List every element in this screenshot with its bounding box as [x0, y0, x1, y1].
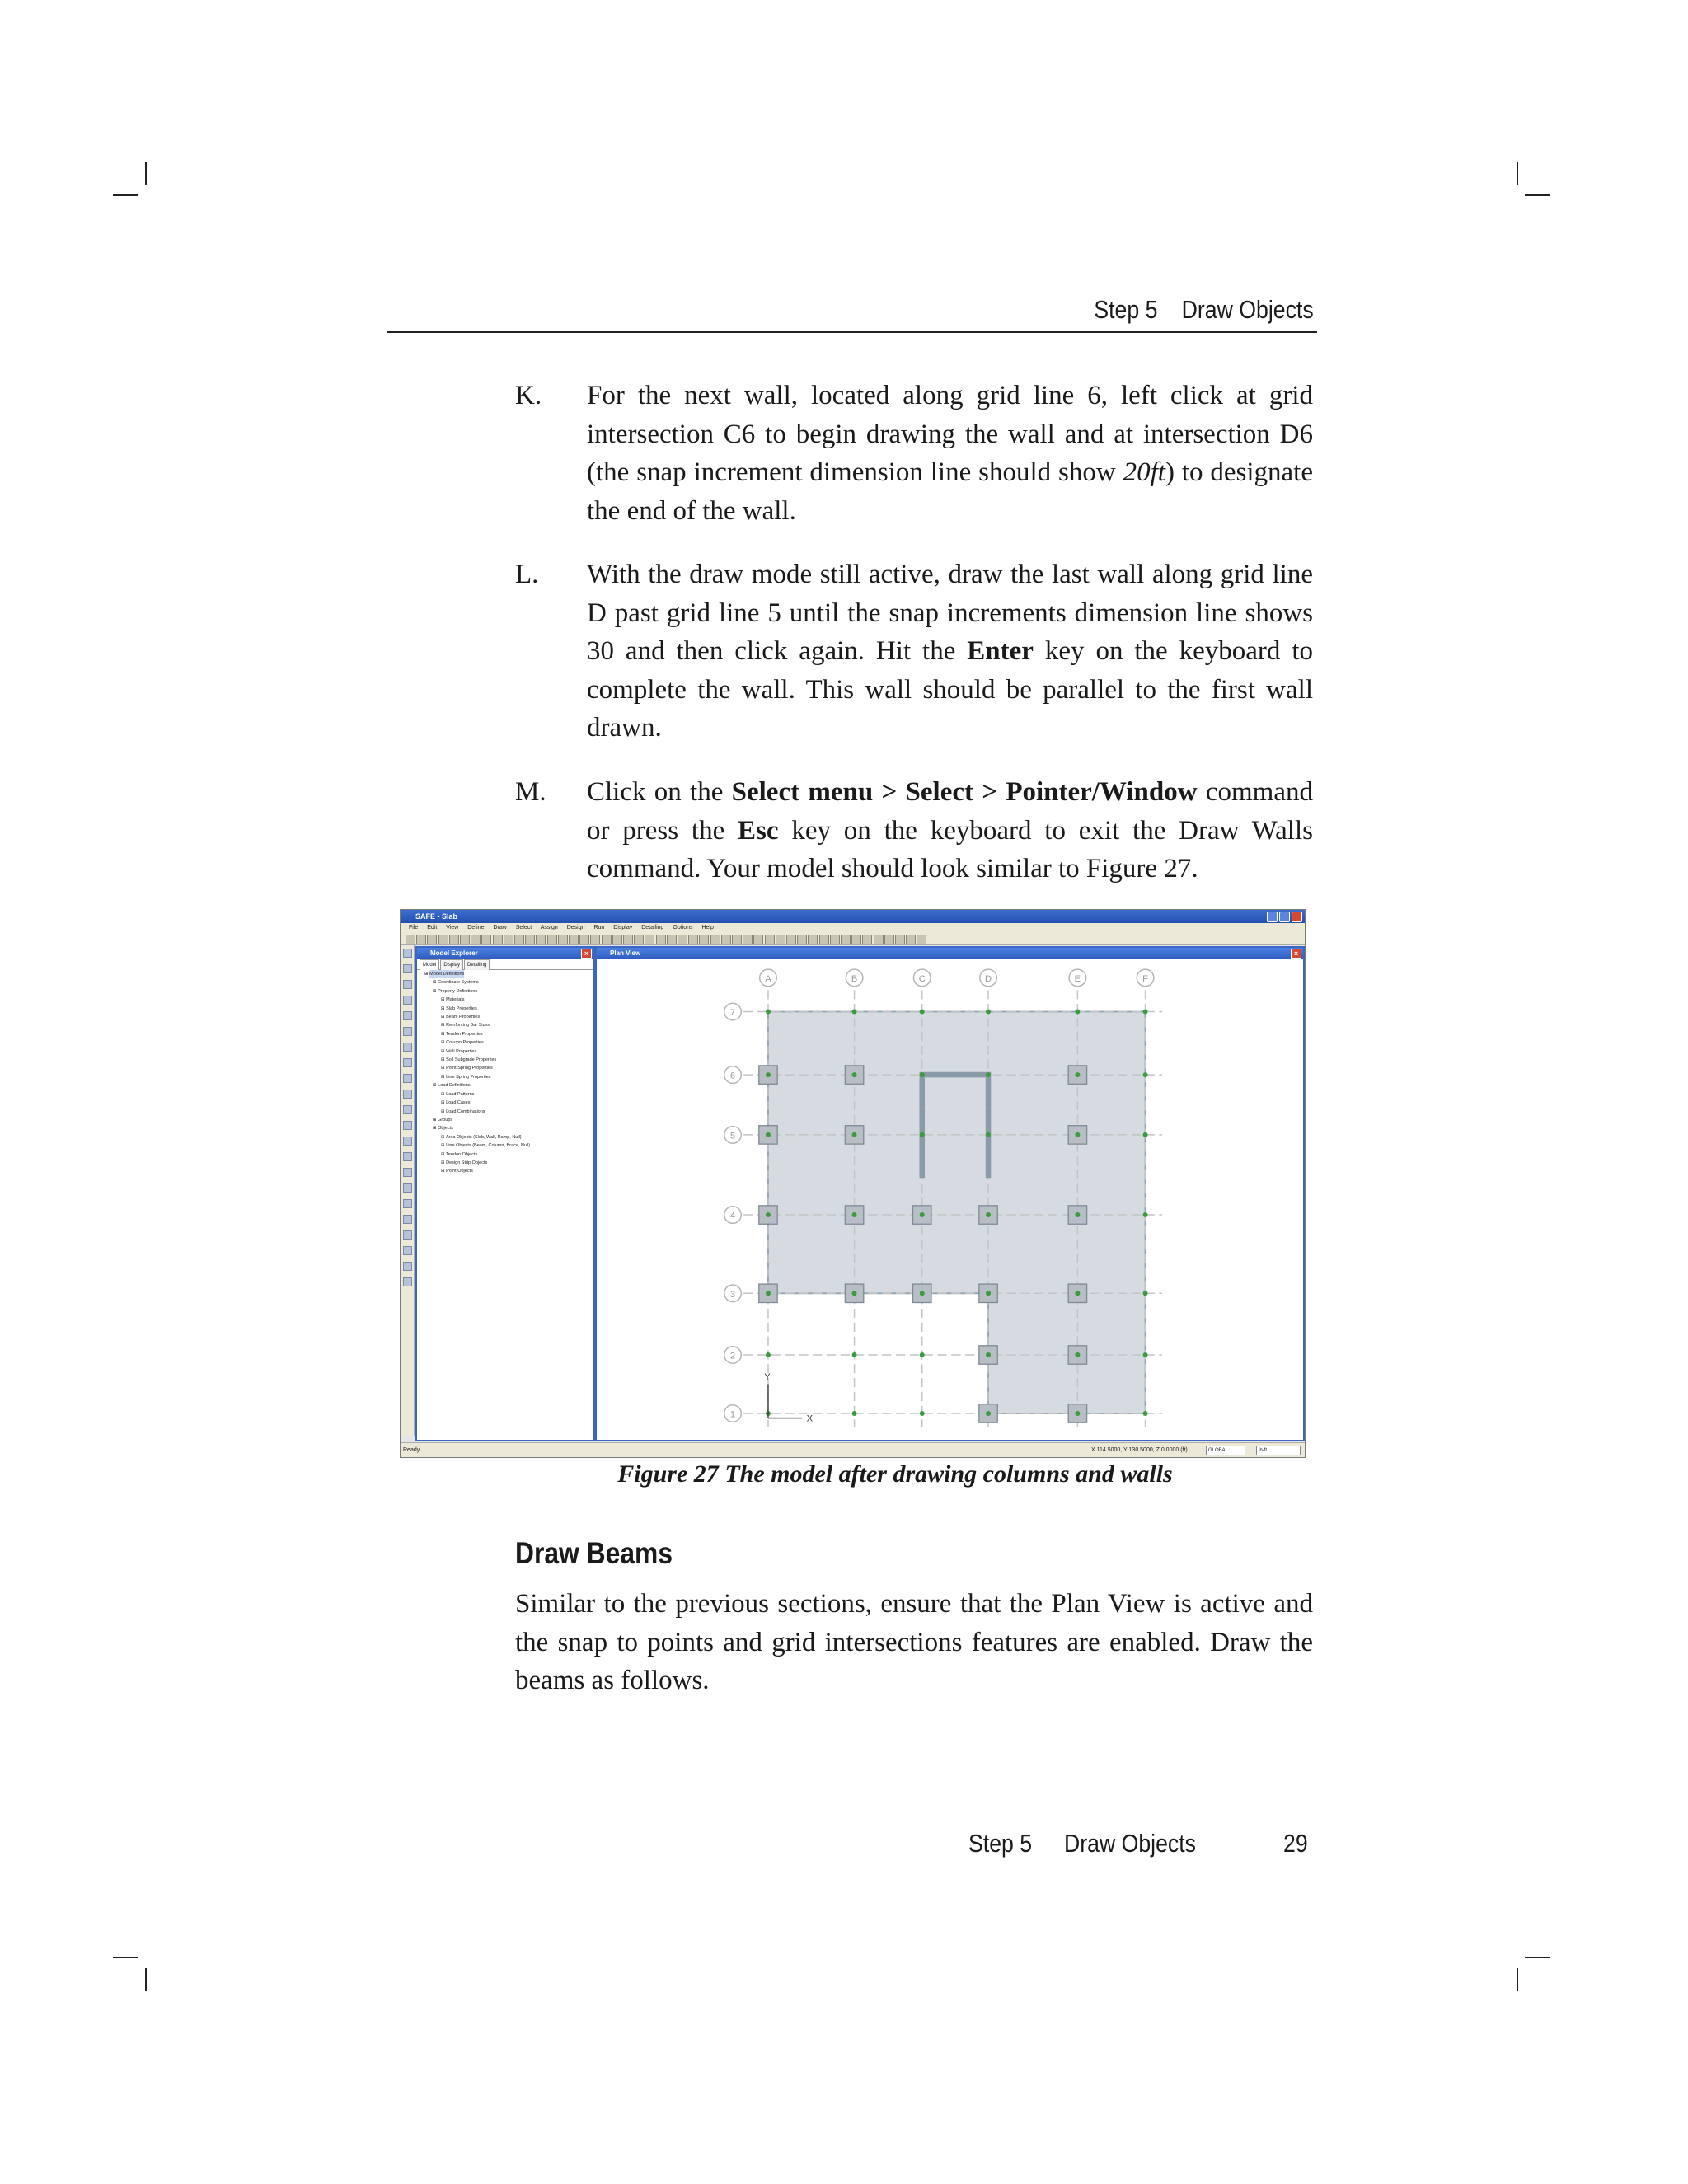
grid-label-A: A	[765, 974, 771, 985]
tab-display[interactable]: Display	[440, 959, 463, 970]
point-object	[1143, 1010, 1148, 1015]
draw-toolbar	[401, 945, 415, 1436]
grid-label-2: 2	[729, 1351, 736, 1361]
toolbar-button-icon[interactable]	[819, 935, 829, 944]
toolbar-button-icon[interactable]	[460, 935, 470, 944]
draw-tool-icon[interactable]	[403, 1027, 412, 1036]
tree-node-label: Tendon Objects	[446, 1151, 478, 1157]
toolbar-button-icon[interactable]	[841, 935, 851, 944]
point-object	[1075, 1132, 1080, 1137]
item-body	[587, 555, 1313, 748]
draw-tool-icon[interactable]	[403, 1011, 412, 1020]
expand-icon[interactable]: ⊞	[441, 1091, 447, 1097]
status-bar	[401, 1442, 1305, 1457]
caption-text: The model after drawing columns and walls	[724, 1460, 1173, 1488]
draw-tool-icon[interactable]	[403, 1230, 412, 1240]
point-object	[1075, 1411, 1080, 1416]
tree-node[interactable]	[420, 1064, 593, 1072]
text-run: command or press the	[587, 777, 1313, 846]
toolbar-button-icon[interactable]	[558, 935, 568, 944]
tree-node[interactable]	[420, 1099, 593, 1107]
point-object	[986, 1411, 991, 1416]
toolbar-button-icon[interactable]	[449, 935, 459, 944]
point-object	[1143, 1212, 1148, 1217]
crop-mark	[113, 1957, 138, 1958]
point-object	[986, 1212, 991, 1217]
tree-node[interactable]	[420, 1108, 593, 1116]
draw-tool-icon[interactable]	[403, 1168, 412, 1177]
toolbar-button-icon[interactable]	[656, 935, 666, 944]
tree-node[interactable]	[420, 1056, 593, 1064]
draw-tool-icon[interactable]	[403, 1121, 412, 1130]
grid-label-5: 5	[729, 1131, 736, 1141]
menu-options[interactable]: Options	[673, 925, 693, 930]
status-text: Ready	[403, 1447, 420, 1453]
toolbar-button-icon[interactable]	[602, 935, 612, 944]
tree-node-label: Point Spring Properties	[446, 1066, 493, 1071]
draw-tool-icon[interactable]	[403, 1105, 412, 1114]
point-object	[852, 1072, 857, 1077]
point-object	[852, 1010, 857, 1015]
expand-icon[interactable]: ⊞	[441, 1031, 447, 1037]
expand-icon[interactable]: ⊞	[441, 1023, 447, 1029]
expand-icon[interactable]: ⊞	[441, 1151, 447, 1157]
plan-view-window	[595, 946, 1305, 1441]
tree-node[interactable]	[420, 1047, 593, 1056]
toolbar-button-icon[interactable]	[471, 935, 481, 944]
figure-caption	[387, 1460, 1317, 1488]
expand-icon[interactable]: ⊞	[424, 972, 430, 977]
draw-tool-icon[interactable]	[403, 1058, 412, 1067]
menu-run[interactable]: Run	[593, 925, 605, 930]
item-label: L.	[515, 560, 539, 589]
toolbar-button-icon[interactable]	[710, 935, 720, 944]
point-object	[766, 1291, 771, 1296]
toolbar-button-icon[interactable]	[874, 935, 884, 944]
point-object	[852, 1132, 857, 1137]
expand-icon[interactable]: ⊞	[441, 1108, 447, 1114]
tree-node-label: Coordinate Systems	[438, 980, 479, 986]
expand-icon[interactable]: ⊞	[441, 1143, 447, 1149]
menu-select[interactable]: Select	[515, 925, 532, 930]
menu-draw[interactable]: Draw	[493, 925, 507, 930]
tree-node-label: Load Cases	[446, 1100, 471, 1106]
grid-label-3: 3	[729, 1289, 736, 1300]
expand-icon[interactable]: ⊞	[433, 980, 438, 986]
italic-text: 20ft	[1123, 457, 1165, 487]
item-body	[587, 773, 1313, 888]
tab-model[interactable]: Model	[420, 959, 439, 970]
tree-node[interactable]	[420, 1133, 593, 1141]
tree-node-label: Line Spring Properties	[446, 1074, 491, 1080]
toolbar-button-icon[interactable]	[895, 935, 905, 944]
point-object	[920, 1072, 925, 1077]
toolbar-button-icon[interactable]	[678, 935, 687, 944]
text-run: With the draw mode still active, draw the last wall along grid line D past grid line 5 until the snap increments dimension line shows 30 and then click again. Hit the	[587, 560, 1313, 666]
point-object	[852, 1411, 857, 1416]
tree-node-label: Objects	[438, 1126, 453, 1132]
draw-tool-icon[interactable]	[403, 1152, 412, 1161]
tree-node[interactable]	[420, 1005, 593, 1013]
text-run: key on the keyboard to complete the wall. This wall should be parallel to the first wall drawn.	[587, 636, 1313, 743]
tree-node-label: Groups	[438, 1117, 453, 1122]
point-object	[1143, 1291, 1148, 1296]
tree-node[interactable]	[420, 987, 593, 996]
tree-node[interactable]	[420, 1116, 593, 1124]
toolbar-button-icon[interactable]	[547, 935, 557, 944]
draw-tool-icon[interactable]	[403, 1199, 412, 1208]
bold-text: Select menu > Select > Pointer/Window	[731, 777, 1198, 807]
tree-node[interactable]	[420, 996, 593, 1004]
toolbar-button-icon[interactable]	[808, 935, 818, 944]
footer-step: Step 5	[968, 1829, 1033, 1858]
expand-icon[interactable]: ⊞	[441, 1057, 447, 1063]
plan-view-canvas[interactable]	[597, 959, 1300, 1436]
expand-icon[interactable]: ⊞	[441, 1074, 447, 1080]
tree-node-label: Slab Properties	[446, 1005, 477, 1011]
toolbar-button-icon[interactable]	[406, 935, 415, 944]
toolbar-button-icon[interactable]	[612, 935, 622, 944]
draw-tool-icon[interactable]	[403, 1137, 412, 1146]
tree-node-label: Load Combinations	[446, 1108, 485, 1114]
tree-node[interactable]	[420, 1038, 593, 1047]
tree-node-label: Tendon Properties	[446, 1031, 483, 1037]
tree-node[interactable]	[420, 1090, 593, 1099]
grid-label-D: D	[985, 974, 992, 985]
draw-tool-icon[interactable]	[403, 996, 412, 1005]
text-run: key on the keyboard to exit the Draw Walls command. Your model should look similar to Figure 27.	[587, 815, 1313, 883]
slab-area	[768, 1012, 1146, 1413]
expand-icon[interactable]: ⊞	[441, 1134, 446, 1140]
toolbar-button-icon[interactable]	[721, 935, 731, 944]
tree-node[interactable]	[420, 1167, 593, 1175]
item-label: K.	[515, 381, 542, 410]
expand-icon[interactable]: ⊞	[441, 1160, 447, 1165]
tree-node-label: Materials	[446, 997, 465, 1003]
toolbar-button-icon[interactable]	[851, 935, 861, 944]
toolbar-button-icon[interactable]	[634, 935, 644, 944]
toolbar-button-icon[interactable]	[525, 935, 535, 944]
menu-define[interactable]: Define	[467, 925, 485, 930]
toolbar-button-icon[interactable]	[797, 935, 807, 944]
draw-tool-icon[interactable]	[403, 1043, 412, 1052]
grid-label-1: 1	[729, 1409, 736, 1420]
expand-icon[interactable]: ⊞	[441, 997, 447, 1003]
point-object	[852, 1291, 857, 1296]
draw-tool-icon[interactable]	[403, 1074, 412, 1083]
plan-view-title: Plan View	[610, 949, 641, 957]
tree-node[interactable]	[420, 1159, 593, 1167]
bold-text: Enter	[967, 636, 1034, 666]
expand-icon[interactable]: ⊞	[441, 1169, 447, 1174]
coordinate-system-select[interactable]: GLOBAL	[1206, 1446, 1245, 1455]
draw-tool-icon[interactable]	[403, 1183, 412, 1193]
toolbar-button-icon[interactable]	[416, 935, 426, 944]
toolbar-button-icon[interactable]	[688, 935, 698, 944]
point-object	[766, 1132, 771, 1137]
toolbar-button-icon[interactable]	[590, 935, 600, 944]
tree-node[interactable]	[420, 1081, 593, 1090]
crop-mark	[1525, 1957, 1550, 1958]
text-run: Click on the	[587, 777, 732, 807]
tree-node-label: Line Objects (Beam, Column, Brace, Null)	[446, 1143, 531, 1149]
toolbar-button-icon[interactable]	[786, 935, 796, 944]
point-object	[852, 1352, 857, 1357]
menu-display[interactable]: Display	[613, 925, 633, 930]
point-object	[986, 1132, 991, 1137]
tab-detailing[interactable]: Detailing	[464, 959, 490, 970]
toolbar-button-icon[interactable]	[743, 935, 753, 944]
header-step: Step 5	[1094, 295, 1158, 324]
toolbar-button-icon[interactable]	[569, 935, 579, 944]
point-object	[986, 1352, 991, 1357]
tree-node[interactable]	[420, 1141, 593, 1150]
draw-tool-icon[interactable]	[403, 1262, 412, 1271]
tree-node[interactable]	[420, 1021, 593, 1029]
instruction-item	[515, 555, 1313, 748]
point-object	[1075, 1212, 1080, 1217]
toolbar-button-icon[interactable]	[732, 935, 742, 944]
point-object	[766, 1212, 771, 1217]
tree-node-label: Beam Properties	[446, 1015, 481, 1020]
grid-label-B: B	[851, 974, 858, 985]
crop-mark	[1517, 1968, 1518, 1991]
page-number: 29	[1283, 1829, 1308, 1858]
units-select[interactable]: lb-ft	[1256, 1446, 1301, 1455]
tree-node-label: Area Objects (Slab, Wall, Ramp, Null)	[445, 1134, 522, 1140]
expand-icon[interactable]: ⊞	[441, 1040, 447, 1046]
toolbar-button-icon[interactable]	[830, 935, 840, 944]
section-heading: Draw Beams	[515, 1536, 673, 1570]
tree-node[interactable]	[420, 978, 593, 987]
draw-tool-icon[interactable]	[403, 1277, 412, 1286]
menu-bar	[401, 923, 1305, 933]
point-object	[920, 1132, 925, 1137]
point-object	[920, 1212, 925, 1217]
expand-icon[interactable]: ⊞	[433, 1126, 438, 1132]
grid-label-7: 7	[729, 1008, 736, 1019]
toolbar-button-icon[interactable]	[493, 935, 503, 944]
tree-node-label: Load Patterns	[446, 1091, 475, 1097]
expand-icon[interactable]: ⊞	[441, 1066, 447, 1071]
toolbar-button-icon[interactable]	[667, 935, 677, 944]
crop-mark	[1517, 162, 1518, 185]
toolbar-button-icon[interactable]	[438, 935, 448, 944]
maximize-icon[interactable]	[1279, 912, 1290, 922]
tree-node-label: Point Objects	[446, 1169, 473, 1174]
toolbar-button-icon[interactable]	[906, 935, 916, 944]
model-tree	[417, 970, 593, 1176]
point-object	[986, 1072, 991, 1077]
menu-view[interactable]: View	[446, 925, 459, 930]
tree-node-label: Model Definitions	[429, 970, 464, 978]
point-object	[920, 1291, 925, 1296]
draw-tool-icon[interactable]	[403, 980, 412, 989]
point-object	[986, 1010, 991, 1015]
menu-help[interactable]: Help	[701, 925, 714, 930]
point-object	[1075, 1352, 1080, 1357]
menu-design[interactable]: Design	[566, 925, 585, 930]
expand-icon[interactable]: ⊞	[441, 1015, 447, 1020]
tree-node-label: Soil Subgrade Properties	[446, 1057, 497, 1063]
toolbar-button-icon[interactable]	[427, 935, 437, 944]
toolbar-button-icon[interactable]	[536, 935, 546, 944]
model-explorer-panel	[415, 946, 595, 1441]
crop-mark	[1525, 194, 1550, 196]
expand-icon[interactable]: ⊞	[433, 988, 438, 994]
tree-node-label: Design Strip Objects	[446, 1160, 488, 1165]
close-icon[interactable]: ×	[581, 949, 592, 959]
toolbar-button-icon[interactable]	[917, 935, 926, 944]
menu-edit[interactable]: Edit	[427, 925, 438, 930]
toolbar-button-icon[interactable]	[579, 935, 589, 944]
tree-node[interactable]	[420, 1030, 593, 1038]
app-title-bar	[401, 910, 1305, 923]
toolbar-button-icon[interactable]	[645, 935, 654, 944]
item-label: M.	[515, 777, 546, 807]
tree-node-label: Reinforcing Bar Sizes	[446, 1023, 490, 1029]
point-object	[852, 1212, 857, 1217]
toolbar-button-icon[interactable]	[765, 935, 775, 944]
toolbar-button-icon[interactable]	[862, 935, 872, 944]
tree-node-label: Column Properties	[446, 1040, 484, 1046]
crop-mark	[145, 162, 147, 185]
point-object	[1075, 1010, 1080, 1015]
footer-title: Draw Objects	[1064, 1829, 1197, 1858]
point-object	[1143, 1352, 1148, 1357]
tree-node[interactable]	[420, 1151, 593, 1159]
toolbar	[401, 933, 1305, 945]
point-object	[1143, 1411, 1148, 1416]
point-object	[1075, 1072, 1080, 1077]
draw-tool-icon[interactable]	[403, 1215, 412, 1224]
toolbar-button-icon[interactable]	[514, 935, 524, 944]
draw-tool-icon[interactable]	[403, 964, 412, 973]
bold-text: Esc	[738, 815, 779, 846]
menu-file[interactable]: File	[409, 925, 419, 930]
section-paragraph: Similar to the previous sections, ensure that the Plan View is active and the snap to points and grid intersections features are enabled. Draw the beams as follows.	[515, 1589, 1313, 1695]
running-header	[387, 292, 1317, 333]
instruction-item	[515, 773, 1313, 888]
point-object	[986, 1291, 991, 1296]
expand-icon[interactable]: ⊞	[433, 1117, 438, 1122]
tree-node-label: Property Definitions	[438, 988, 478, 994]
figure-screenshot	[400, 909, 1306, 1458]
point-object	[1143, 1132, 1148, 1137]
expand-icon[interactable]: ⊞	[433, 1083, 438, 1089]
menu-detailing[interactable]: Detailing	[641, 925, 664, 930]
point-object	[920, 1352, 925, 1357]
draw-tool-icon[interactable]	[403, 1090, 412, 1099]
grid-label-F: F	[1142, 974, 1148, 985]
instruction-item	[515, 377, 1313, 530]
point-object	[766, 1352, 771, 1357]
model-explorer-title: Model Explorer	[430, 949, 478, 957]
crop-mark	[145, 1968, 147, 1991]
tree-node-label: Load Definitions	[438, 1083, 471, 1089]
point-object	[1143, 1072, 1148, 1077]
point-object	[1075, 1291, 1080, 1296]
item-body	[587, 377, 1313, 530]
toolbar-button-icon[interactable]	[884, 935, 894, 944]
tree-node[interactable]	[420, 1073, 593, 1081]
draw-tool-icon[interactable]	[403, 949, 412, 958]
toolbar-button-icon[interactable]	[504, 935, 513, 944]
grid-label-E: E	[1074, 974, 1081, 985]
cursor-coordinates: X 114.5000, Y 130.5000, Z 0.0000 (ft)	[1091, 1447, 1188, 1453]
menu-assign[interactable]: Assign	[540, 925, 558, 930]
expand-icon[interactable]: ⊞	[441, 1048, 447, 1054]
draw-tool-icon[interactable]	[403, 1246, 412, 1255]
close-icon[interactable]: ×	[1291, 949, 1301, 959]
y-axis-label: Y	[764, 1371, 771, 1382]
header-title: Draw Objects	[1181, 295, 1314, 324]
tree-node[interactable]	[420, 1124, 593, 1132]
toolbar-button-icon[interactable]	[623, 935, 633, 944]
toolbar-button-icon[interactable]	[753, 935, 763, 944]
expand-icon[interactable]: ⊞	[441, 1100, 447, 1106]
point-object	[920, 1411, 925, 1416]
caption-prefix: Figure 27	[617, 1460, 719, 1488]
close-icon[interactable]	[1292, 912, 1302, 922]
tree-node[interactable]	[420, 970, 593, 978]
expand-icon[interactable]: ⊞	[441, 1005, 447, 1011]
app-title: SAFE - Slab	[415, 912, 458, 921]
crop-mark	[113, 194, 138, 196]
minimize-icon[interactable]	[1267, 912, 1278, 922]
toolbar-button-icon[interactable]	[776, 935, 785, 944]
grid-label-6: 6	[729, 1071, 736, 1081]
point-object	[766, 1010, 771, 1015]
point-object	[766, 1072, 771, 1077]
x-axis-label: X	[806, 1413, 814, 1424]
text-run: ) to designate the end of the wall.	[587, 457, 1313, 526]
tree-node[interactable]	[420, 1013, 593, 1021]
point-object	[920, 1010, 925, 1015]
tree-node-label: Wall Properties	[446, 1048, 477, 1054]
grid-label-4: 4	[729, 1211, 736, 1221]
toolbar-button-icon[interactable]	[481, 935, 491, 944]
grid-label-C: C	[918, 974, 926, 985]
text-run: For the next wall, located along grid line 6, left click at grid intersection C6 to begin drawing the wall and at intersection D6 (the snap increment dimension line should show	[587, 381, 1313, 487]
toolbar-button-icon[interactable]	[699, 935, 709, 944]
